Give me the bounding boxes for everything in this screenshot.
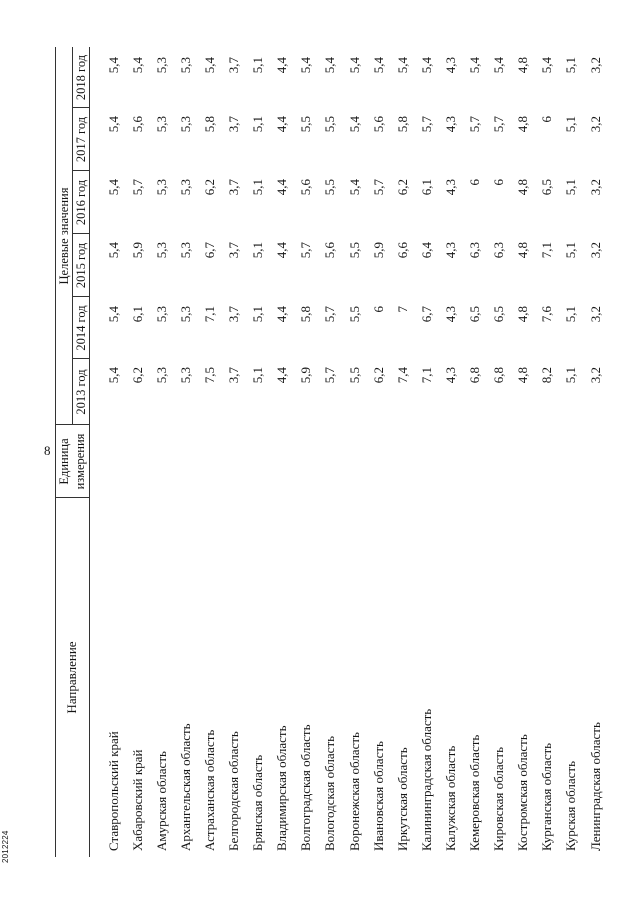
header-unit-line1: Единица bbox=[57, 438, 71, 485]
value-cell: 5,9 bbox=[298, 367, 314, 384]
region-name: Калужская область bbox=[442, 745, 458, 851]
region-name: Архангельская область bbox=[177, 723, 193, 851]
value-cell: 5,4 bbox=[539, 57, 555, 74]
region-name: Астраханская область bbox=[201, 729, 217, 851]
value-cell: 3,7 bbox=[226, 116, 241, 133]
value-cell: 6 bbox=[370, 306, 386, 313]
data-table bbox=[55, 47, 607, 857]
value-cell: 5,8 bbox=[394, 116, 410, 133]
table-row bbox=[442, 47, 458, 857]
value-cell: 6,2 bbox=[201, 179, 217, 196]
header-year-2013: 2013 год bbox=[74, 369, 88, 415]
value-cell: 5,7 bbox=[418, 116, 434, 133]
value-cell: 5,4 bbox=[105, 367, 121, 384]
value-cell: 3,2 bbox=[587, 57, 603, 74]
value-cell: 5,7 bbox=[322, 367, 338, 384]
value-cell: 5,7 bbox=[370, 179, 386, 196]
table-row bbox=[563, 47, 579, 857]
value-cell: 5,1 bbox=[250, 179, 266, 196]
value-cell: 5,5 bbox=[322, 116, 338, 133]
value-cell: 5,6 bbox=[370, 116, 386, 133]
value-cell: 6 bbox=[491, 179, 507, 186]
header-year-2015: 2015 год bbox=[74, 242, 88, 289]
page-number: 8 bbox=[44, 443, 51, 458]
value-cell: 5,3 bbox=[153, 57, 169, 74]
value-cell: 6,3 bbox=[491, 242, 507, 259]
value-cell: 5,4 bbox=[105, 306, 121, 323]
value-cell: 5,5 bbox=[346, 306, 362, 323]
region-name: Кировская область bbox=[491, 746, 507, 851]
table-row bbox=[370, 47, 386, 857]
value-cell: 4,8 bbox=[515, 242, 531, 259]
value-cell: 3,7 bbox=[226, 306, 241, 323]
region-name: Кемеровская область bbox=[467, 734, 482, 851]
region-name: Брянская область bbox=[250, 754, 266, 851]
value-cell: 6,8 bbox=[467, 367, 482, 384]
value-cell: 6,3 bbox=[467, 242, 482, 259]
header-unit-line2: измерения bbox=[73, 433, 87, 490]
value-cell: 5,4 bbox=[201, 57, 217, 74]
value-cell: 5,1 bbox=[563, 57, 579, 74]
value-cell: 5,9 bbox=[129, 242, 145, 259]
table-row bbox=[587, 47, 603, 857]
value-cell: 5,4 bbox=[394, 57, 410, 74]
value-cell: 5,4 bbox=[298, 57, 314, 74]
value-cell: 5,7 bbox=[467, 116, 482, 133]
value-cell: 7,4 bbox=[394, 367, 410, 384]
value-cell: 5,7 bbox=[129, 179, 145, 196]
value-cell: 6 bbox=[539, 116, 555, 123]
value-cell: 5,1 bbox=[563, 116, 579, 133]
table-row bbox=[491, 47, 507, 857]
value-cell: 6,6 bbox=[394, 242, 410, 259]
region-name: Волгоградская область bbox=[298, 724, 314, 851]
table-row bbox=[274, 47, 290, 857]
region-name: Воронежская область bbox=[346, 732, 362, 851]
table-row bbox=[515, 47, 531, 857]
value-cell: 5,4 bbox=[346, 179, 362, 196]
value-cell: 7,1 bbox=[539, 242, 555, 259]
value-cell: 5,4 bbox=[467, 57, 482, 74]
value-cell: 6,4 bbox=[418, 242, 434, 259]
table-row bbox=[394, 47, 410, 857]
value-cell: 5,1 bbox=[563, 306, 579, 323]
region-name: Ставропольский край bbox=[105, 731, 121, 851]
value-cell: 4,3 bbox=[442, 306, 458, 323]
region-name: Калининградская область bbox=[418, 708, 434, 851]
value-cell: 5,6 bbox=[322, 242, 338, 259]
value-cell: 5,7 bbox=[322, 306, 338, 323]
value-cell: 6,7 bbox=[201, 242, 217, 259]
table-row bbox=[346, 47, 362, 857]
table-row bbox=[129, 47, 145, 857]
value-cell: 5,8 bbox=[298, 306, 314, 323]
value-cell: 4,4 bbox=[274, 367, 290, 384]
value-cell: 5,3 bbox=[177, 306, 193, 323]
table-row bbox=[105, 47, 121, 857]
value-cell: 5,4 bbox=[105, 116, 121, 133]
value-cell: 5,5 bbox=[322, 179, 338, 196]
value-cell: 5,3 bbox=[153, 306, 169, 323]
value-cell: 6,2 bbox=[129, 367, 145, 384]
table-row bbox=[226, 47, 242, 857]
value-cell: 4,8 bbox=[515, 57, 531, 74]
header-year-2017: 2017 год bbox=[74, 116, 88, 163]
value-cell: 4,8 bbox=[515, 367, 531, 384]
value-cell: 6,8 bbox=[491, 367, 507, 384]
table-row bbox=[177, 47, 193, 857]
table-row bbox=[298, 47, 314, 857]
value-cell: 5,5 bbox=[346, 242, 362, 259]
value-cell: 3,2 bbox=[587, 367, 603, 384]
value-cell: 4,3 bbox=[442, 116, 458, 133]
value-cell: 5,4 bbox=[346, 116, 362, 133]
region-name: Иркутская область bbox=[394, 747, 410, 851]
header-target-group: Целевые значения bbox=[57, 187, 71, 285]
value-cell: 5,4 bbox=[322, 57, 338, 74]
value-cell: 6,2 bbox=[370, 367, 386, 384]
value-cell: 5,4 bbox=[105, 242, 121, 259]
value-cell: 6,1 bbox=[418, 179, 434, 196]
value-cell: 6,5 bbox=[491, 306, 507, 323]
value-cell: 5,4 bbox=[105, 179, 121, 196]
value-cell: 5,4 bbox=[491, 57, 507, 74]
value-cell: 5,1 bbox=[250, 57, 266, 74]
value-cell: 4,4 bbox=[274, 306, 290, 323]
region-name: Белгородская область bbox=[226, 731, 241, 851]
value-cell: 5,1 bbox=[563, 367, 579, 384]
value-cell: 4,4 bbox=[274, 179, 290, 196]
value-cell: 5,3 bbox=[153, 116, 169, 133]
value-cell: 3,7 bbox=[226, 367, 241, 384]
header-direction: Направление bbox=[64, 641, 79, 714]
document-stamp: 2012224 bbox=[1, 830, 10, 863]
value-cell: 6,7 bbox=[418, 306, 434, 323]
value-cell: 3,2 bbox=[587, 179, 603, 196]
value-cell: 5,5 bbox=[346, 367, 362, 384]
region-name: Вологодская область bbox=[322, 735, 338, 851]
value-cell: 7,1 bbox=[201, 306, 217, 323]
value-cell: 4,4 bbox=[274, 57, 290, 74]
value-cell: 4,4 bbox=[274, 116, 290, 133]
value-cell: 5,3 bbox=[153, 242, 169, 259]
value-cell: 4,8 bbox=[515, 116, 531, 133]
value-cell: 5,8 bbox=[201, 116, 217, 133]
value-cell: 5,1 bbox=[563, 242, 579, 259]
value-cell: 5,3 bbox=[177, 57, 193, 74]
value-cell: 4,8 bbox=[515, 179, 531, 196]
header-year-2018: 2018 год bbox=[74, 54, 88, 101]
value-cell: 5,6 bbox=[298, 179, 314, 196]
value-cell: 5,7 bbox=[491, 116, 507, 133]
value-cell: 3,2 bbox=[587, 306, 603, 323]
value-cell: 5,1 bbox=[563, 179, 579, 196]
value-cell: 4,3 bbox=[442, 179, 458, 196]
header-year-2016: 2016 год bbox=[74, 179, 88, 226]
value-cell: 5,3 bbox=[177, 116, 193, 133]
value-cell: 5,4 bbox=[105, 57, 121, 74]
value-cell: 4,3 bbox=[442, 367, 458, 384]
region-name: Курская область bbox=[563, 760, 579, 851]
value-cell: 5,1 bbox=[250, 116, 266, 133]
value-cell: 5,3 bbox=[153, 367, 169, 384]
value-cell: 5,5 bbox=[298, 116, 314, 133]
region-name: Костромская область bbox=[515, 734, 531, 851]
region-name: Ивановская область bbox=[370, 741, 386, 851]
value-cell: 4,8 bbox=[515, 306, 531, 323]
table-row bbox=[201, 47, 217, 857]
value-cell: 5,4 bbox=[346, 57, 362, 74]
table-row bbox=[322, 47, 338, 857]
value-cell: 4,3 bbox=[442, 57, 458, 74]
value-cell: 5,9 bbox=[370, 242, 386, 259]
value-cell: 5,1 bbox=[250, 367, 266, 384]
value-cell: 5,7 bbox=[298, 242, 314, 259]
value-cell: 8,2 bbox=[539, 367, 555, 384]
table-row bbox=[467, 47, 483, 857]
value-cell: 6,5 bbox=[539, 179, 555, 196]
region-name: Ленинградская область bbox=[587, 722, 603, 851]
header-year-2014: 2014 год bbox=[74, 305, 88, 351]
value-cell: 5,1 bbox=[250, 306, 266, 323]
value-cell: 5,3 bbox=[177, 367, 193, 384]
value-cell: 5,3 bbox=[177, 179, 193, 196]
region-name: Курганская область bbox=[539, 742, 555, 851]
table-row bbox=[250, 47, 266, 857]
value-cell: 5,3 bbox=[153, 179, 169, 196]
value-cell: 3,7 bbox=[226, 242, 241, 259]
value-cell: 3,7 bbox=[226, 57, 241, 74]
table-row bbox=[153, 47, 169, 857]
table-top-rule bbox=[55, 47, 56, 857]
table-row bbox=[418, 47, 434, 857]
value-cell: 5,4 bbox=[129, 57, 145, 74]
value-cell: 5,1 bbox=[250, 242, 266, 259]
value-cell: 6,1 bbox=[129, 306, 145, 323]
value-cell: 5,6 bbox=[129, 116, 145, 133]
region-name: Амурская область bbox=[153, 751, 169, 851]
value-cell: 3,2 bbox=[587, 242, 603, 259]
value-cell: 4,3 bbox=[442, 242, 458, 259]
value-cell: 4,4 bbox=[274, 242, 290, 259]
value-cell: 7,6 bbox=[539, 306, 555, 323]
value-cell: 6 bbox=[467, 179, 482, 186]
value-cell: 5,4 bbox=[370, 57, 386, 74]
value-cell: 6,5 bbox=[467, 306, 482, 323]
value-cell: 3,7 bbox=[226, 179, 241, 196]
value-cell: 7 bbox=[394, 306, 410, 313]
header-bottom-rule bbox=[89, 47, 90, 857]
table-row bbox=[539, 47, 555, 857]
value-cell: 5,4 bbox=[418, 57, 434, 74]
region-name: Хабаровский край bbox=[129, 749, 145, 851]
value-cell: 6,2 bbox=[394, 179, 410, 196]
value-cell: 3,2 bbox=[587, 116, 603, 133]
region-name: Владимирская область bbox=[274, 725, 290, 851]
value-cell: 5,3 bbox=[177, 242, 193, 259]
value-cell: 7,5 bbox=[201, 367, 217, 384]
value-cell: 7,1 bbox=[418, 367, 434, 384]
target-group-rule bbox=[72, 47, 73, 425]
